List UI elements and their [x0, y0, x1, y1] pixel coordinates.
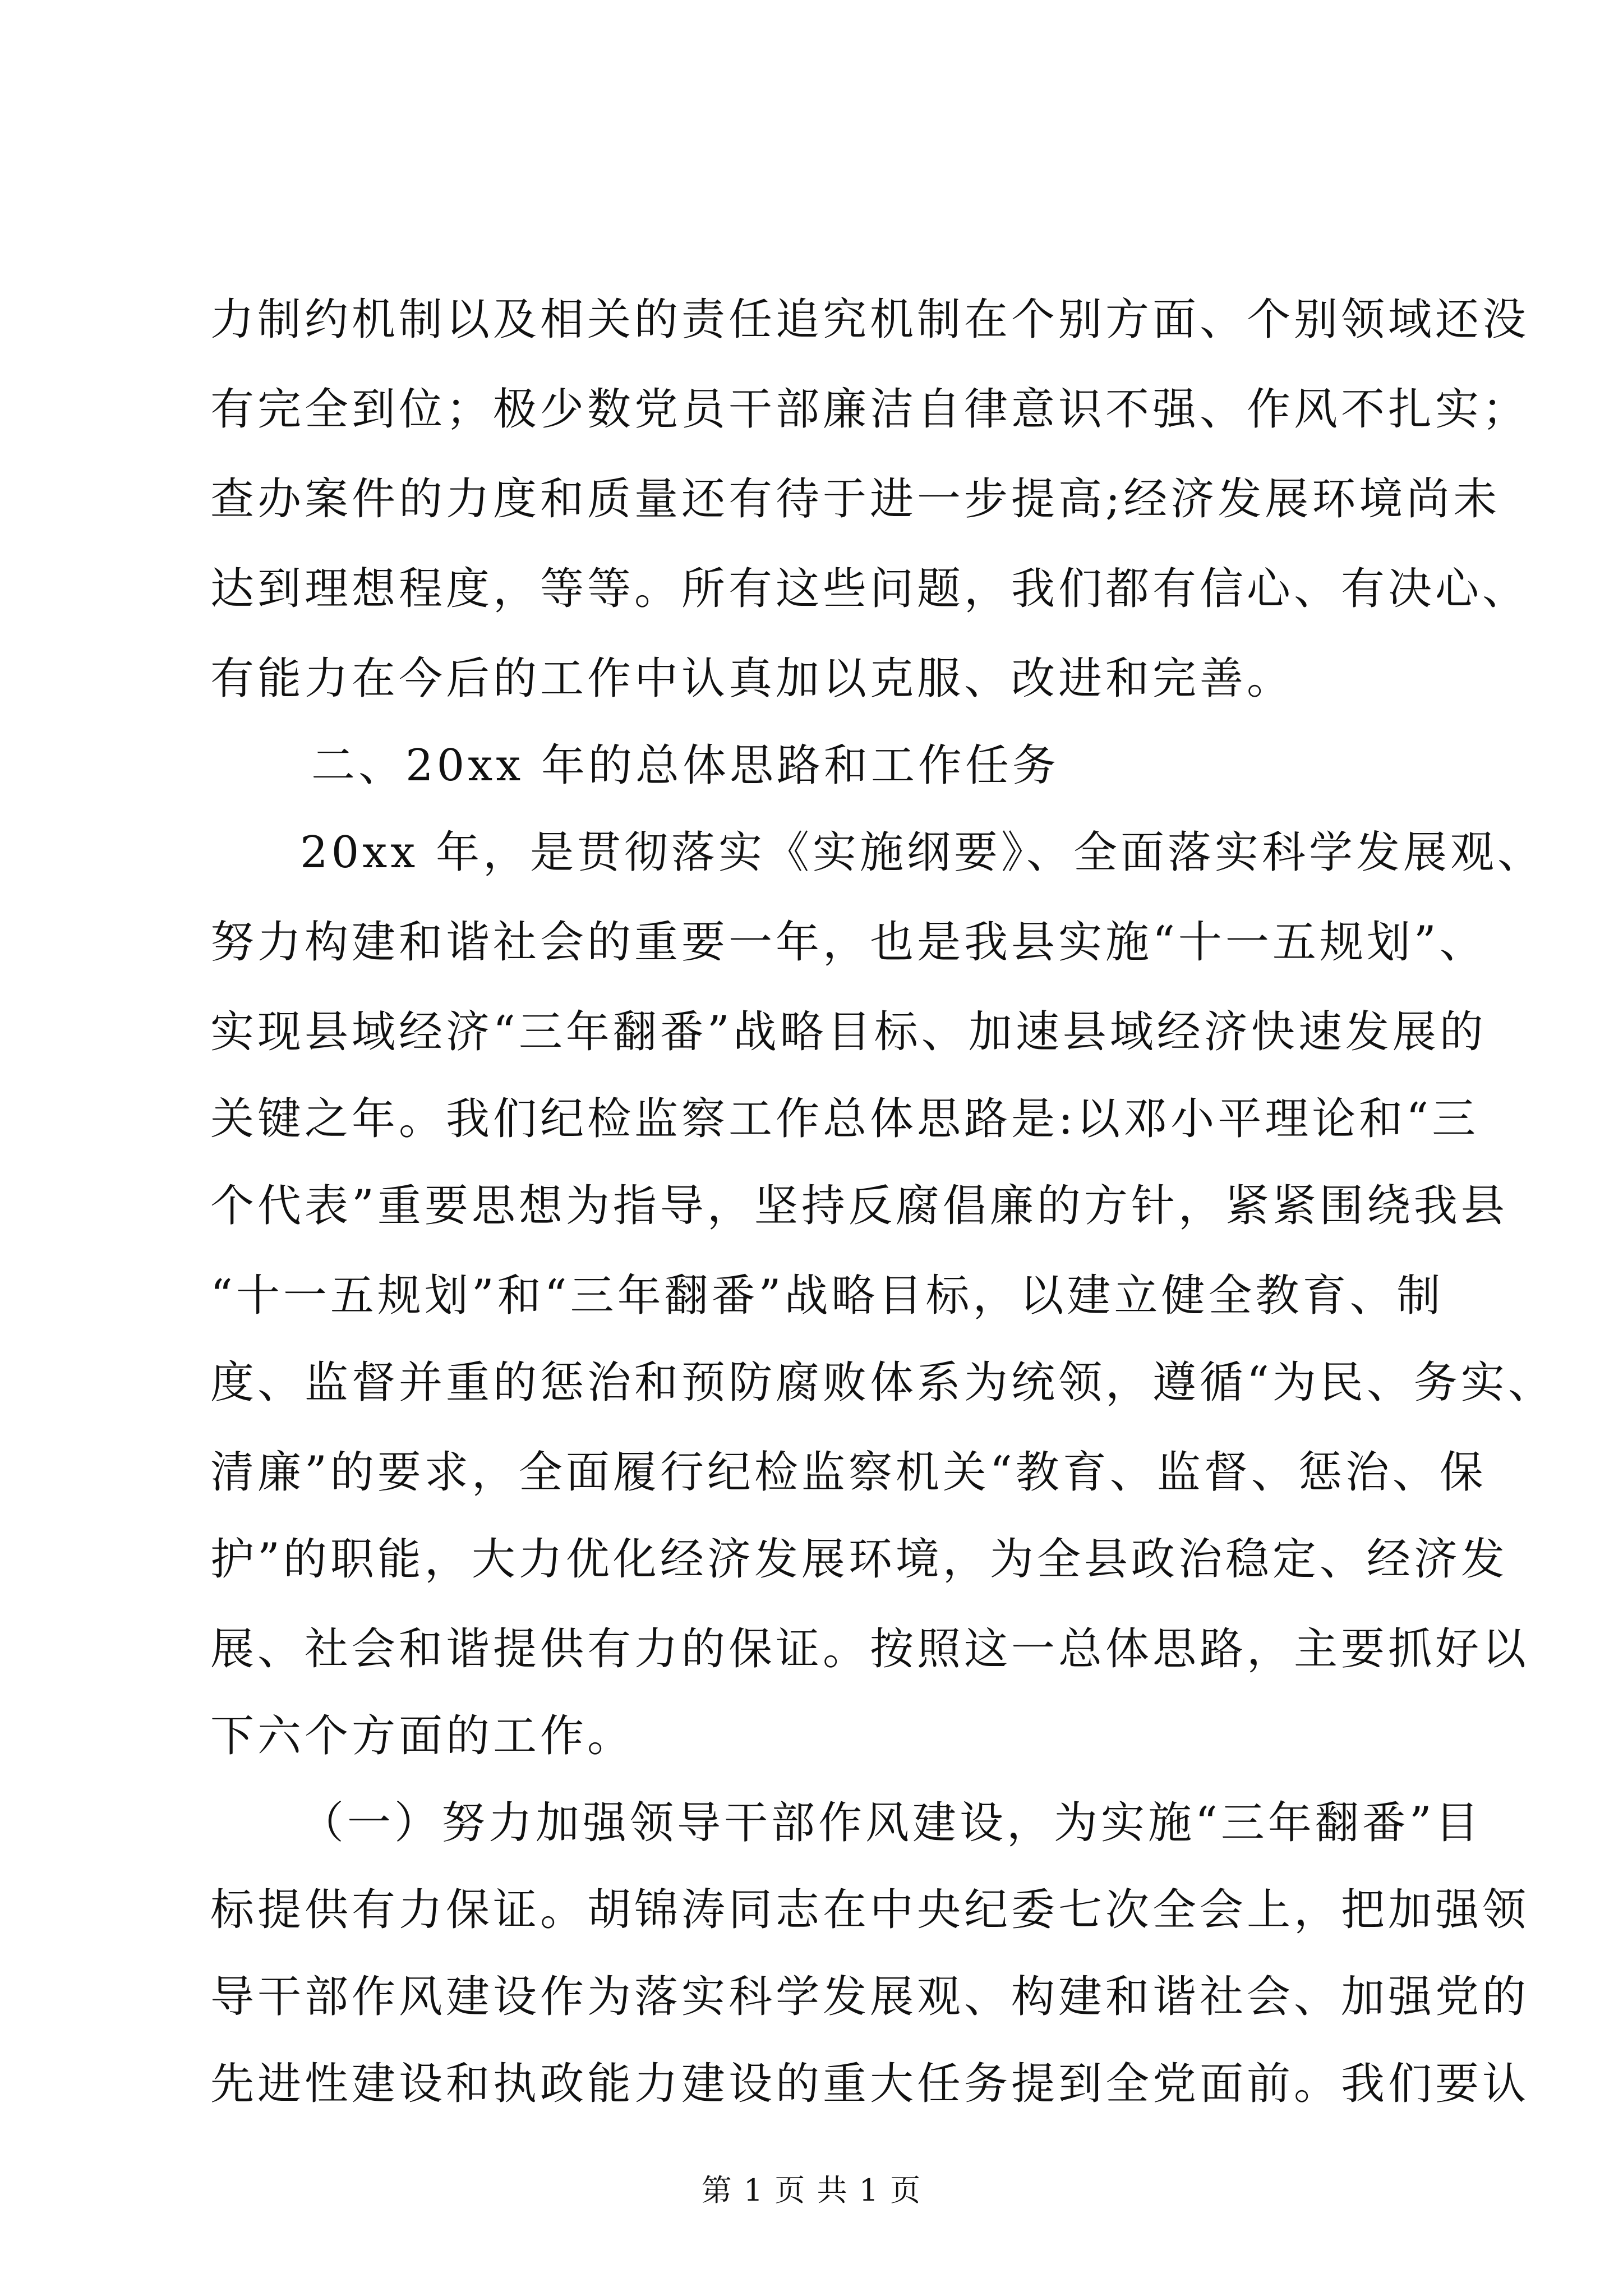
body-line-18: （一）努力加强领导干部作风建设，为实施“三年翻番”目: [300, 1798, 1482, 1848]
body-line-17: 下六个方面的工作。: [210, 1711, 635, 1761]
body-line-5: 有能力在今后的工作中认真加以克服、改进和完善。: [210, 654, 1294, 704]
body-line-7: 20xx 年，是贯彻落实《实施纲要》、全面落实科学发展观、: [300, 827, 1545, 878]
body-line-20: 导干部作风建设作为落实科学发展观、构建和谐社会、加强党的: [210, 1972, 1530, 2022]
body-line-19: 标提供有力保证。胡锦涛同志在中央纪委七次全会上，把加强领: [210, 1885, 1530, 1935]
section-heading: 二、20xx 年的总体思路和工作任务: [311, 740, 1060, 791]
body-line-3: 查办案件的力度和质量还有待于进一步提高;经济发展环境尚未: [210, 474, 1501, 524]
body-line-10: 关键之年。我们纪检监察工作总体思路是:以邓小平理论和“三: [210, 1094, 1479, 1144]
body-line-12: “十一五规划”和“三年翻番”战略目标，以建立健全教育、制: [210, 1271, 1444, 1321]
body-line-21: 先进性建设和执政能力建设的重大任务提到全党面前。我们要认: [210, 2059, 1530, 2109]
body-line-9: 实现县域经济“三年翻番”战略目标、加速县域经济快速发展的: [210, 1007, 1487, 1057]
body-line-13: 度、监督并重的惩治和预防腐败体系为统领，遵循“为民、务实、: [210, 1358, 1555, 1408]
page-footer: 第 1 页 共 1 页: [701, 2173, 922, 2208]
body-line-15: 护”的职能，大力优化经济发展环境，为全县政治稳定、经济发: [210, 1534, 1508, 1585]
body-line-14: 清廉”的要求，全面履行纪检监察机关“教育、监督、惩治、保: [210, 1447, 1487, 1498]
body-line-11: 个代表”重要思想为指导，坚持反腐倡廉的方针，紧紧围绕我县: [210, 1181, 1508, 1231]
body-line-1: 力制约机制以及相关的责任追究机制在个别方面、个别领域还没: [210, 295, 1530, 345]
body-line-4: 达到理想程度，等等。所有这些问题，我们都有信心、有决心、: [210, 564, 1530, 614]
body-line-16: 展、社会和谐提供有力的保证。按照这一总体思路，主要抓好以: [210, 1624, 1530, 1674]
body-line-8: 努力构建和谐社会的重要一年，也是我县实施“十一五规划”、: [210, 917, 1487, 968]
body-line-2: 有完全到位；极少数党员干部廉洁自律意识不强、作风不扎实；: [210, 384, 1530, 435]
